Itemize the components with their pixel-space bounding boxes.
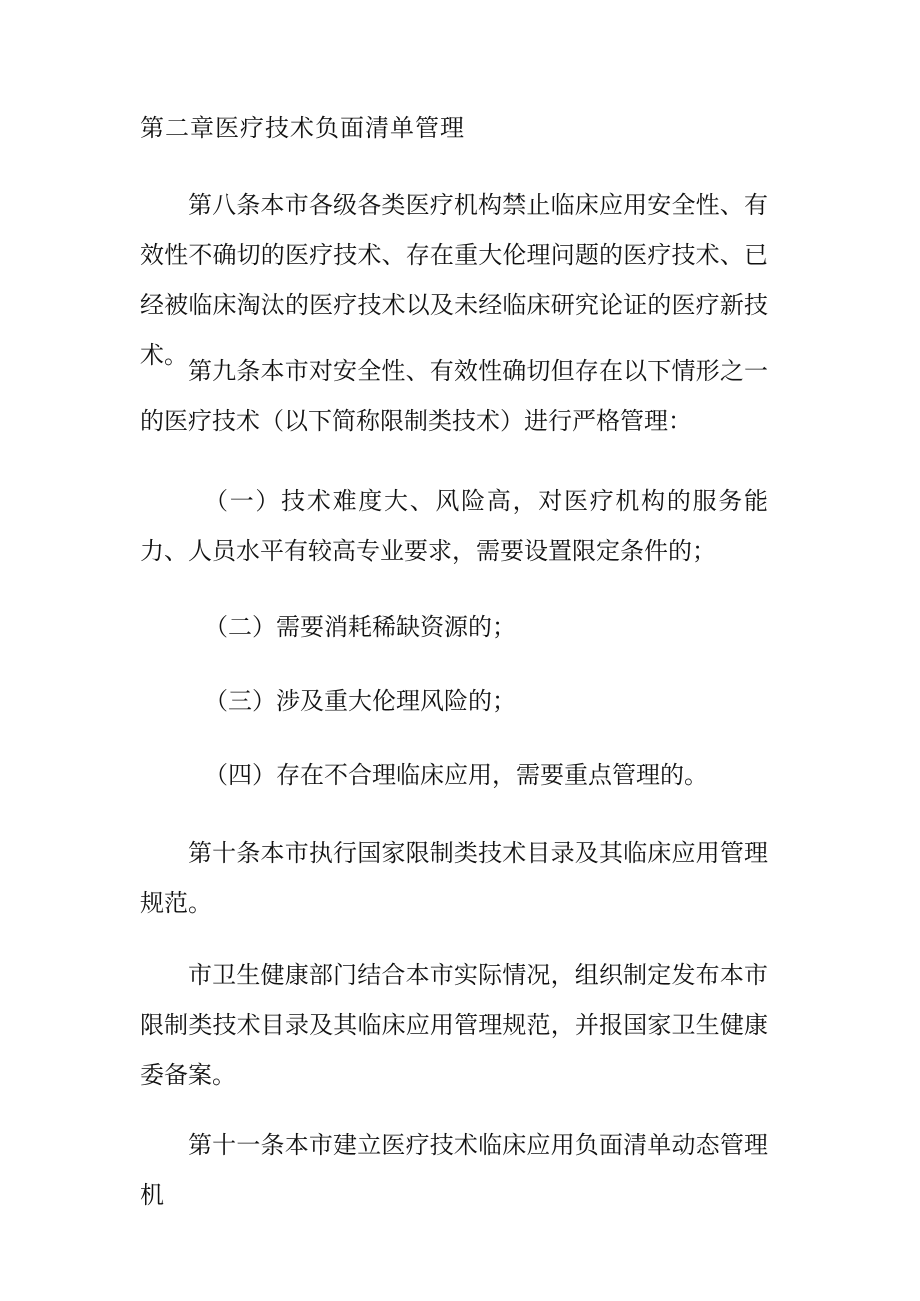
article-9-paragraph: 第九条本市对安全性、有效性确切但存在以下情形之一的医疗技术（以下简称限制类技术）进行严格管理： bbox=[140, 357, 768, 435]
item-4-paragraph: （四）存在不合理临床应用，需要重点管理的。 bbox=[204, 761, 708, 789]
article-10-paragraph: 第十条本市执行国家限制类技术目录及其临床应用管理规范。 bbox=[140, 839, 768, 917]
article-8-paragraph: 第八条本市各级各类医疗机构禁止临床应用安全性、有效性不确切的医疗技术、存在重大伦理问题的医疗技术、已经被临床淘汰的医疗技术以及未经临床研究论证的医疗新技术。 bbox=[140, 191, 768, 369]
item-3-paragraph: （三）涉及重大伦理风险的； bbox=[204, 687, 516, 715]
item-1-paragraph: （一）技术难度大、风险高，对医疗机构的服务能力、人员水平有较高专业要求，需要设置限定条件的； bbox=[140, 487, 768, 565]
item-2-paragraph: （二）需要消耗稀缺资源的； bbox=[204, 613, 516, 641]
municipal-health-paragraph: 市卫生健康部门结合本市实际情况，组织制定发布本市限制类技术目录及其临床应用管理规范，并报国家卫生健康委备案。 bbox=[140, 961, 768, 1089]
chapter-title: 第二章医疗技术负面清单管理 bbox=[140, 114, 465, 142]
article-11-paragraph: 第十一条本市建立医疗技术临床应用负面清单动态管理机 bbox=[140, 1131, 768, 1209]
